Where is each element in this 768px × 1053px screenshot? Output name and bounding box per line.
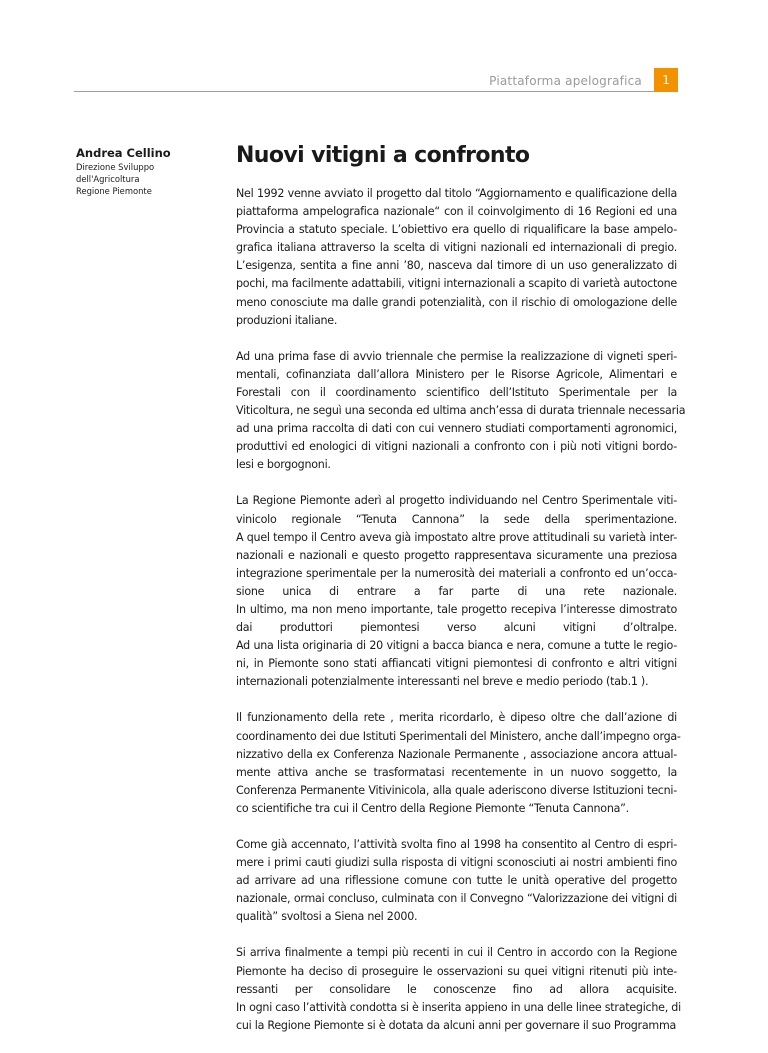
author-affiliation-line: Regione Piemonte	[76, 186, 152, 197]
body-line: nizzativo della ex Conferenza Nazionale Permanente , associazione ancora attual-	[236, 747, 677, 761]
body-line: grafica italiana attraverso la scelta di vitigni nazionali ed internazionali di pregio.	[236, 241, 677, 255]
author-block	[76, 146, 216, 198]
body-line: coordinamento dei due Istituti Sperimentali del Ministero, anche dall’impegno orga-	[236, 729, 681, 743]
body-line: mente attiva anche se trasformatasi recentemente in un nuovo soggetto, la	[236, 765, 677, 779]
body-line: cui la Regione Piemonte si è dotata da alcuni anni per governare il suo Programma	[236, 1018, 677, 1032]
body-line: pochi, ma facilmente adattabili, vitigni internazionali a scapito di varietà autoctone	[236, 277, 677, 291]
body-line: co scientifiche tra cui il Centro della Regione Piemonte “Tenuta Cannona”.	[236, 801, 629, 815]
body-line: Forestali con il coordinamento scientifico dell’Istituto Sperimentale per la	[236, 385, 677, 399]
body-line: ad una prima raccolta di dati con cui vennero studiati comportamenti agronomici,	[236, 422, 677, 436]
body-line: Nel 1992 venne avviato il progetto dal titolo “Aggiornamento e qualificazione della	[236, 187, 677, 200]
body-line: piattaforma ampelografica nazionale“ con il coinvolgimento di 16 Regioni ed una	[236, 205, 677, 219]
body-line: A quel tempo il Centro aveva già impostato altre prove attitudinali su varietà inter-	[236, 530, 677, 544]
author-affiliation-line: dell'Agricoltura	[76, 174, 140, 185]
body-line: lesi e borgognoni.	[236, 458, 331, 472]
body-line: Il funzionamento della rete , merita ricordarlo, è dipeso oltre che dall’azione di	[236, 711, 677, 725]
body-line: ressanti per consolidare le conoscenze fino ad allora acquisite.	[236, 982, 677, 996]
body-line: integrazione sperimentale per la numerosità dei materiali a confronto ed un’occa-	[236, 566, 677, 580]
body-line: internazionali potenzialmente interessanti nel breve e medio periodo (tab.1 ).	[236, 675, 649, 689]
body-line: Ad una prima fase di avvio triennale che permise la realizzazione di vigneti speri-	[236, 349, 677, 363]
body-line: Ad una lista originaria di 20 vitigni a bacca bianca e nera, comune a tutte le regio-	[236, 639, 677, 653]
body-paragraph	[236, 709, 681, 818]
body-line: ni, in Piemonte sono stati affiancati vitigni piemontesi di confronto e altri vitigni	[236, 657, 677, 671]
body-paragraph	[236, 944, 681, 1034]
article-title: Nuovi vitigni a confronto	[236, 143, 530, 168]
body-line: Viticoltura, ne seguì una seconda ed ultima anch’essa di durata triennale necessaria	[236, 404, 686, 418]
body-line: In ultimo, ma non meno importante, tale progetto recepiva l’interesse dimostrato	[236, 602, 677, 616]
body-line: dai produttori piemontesi verso alcuni vitigni d’oltralpe.	[236, 621, 677, 635]
body-line: ad arrivare ad una riflessione comune con tutte le unità operative del progetto	[236, 874, 677, 888]
body-line: In ogni caso l’attività condotta si è inserita appieno in una delle linee strategiche, di	[236, 1000, 681, 1014]
body-line: Provincia a statuto speciale. L’obiettivo era quello di riqualificare la base ampelo-	[236, 223, 677, 237]
body-line: Si arriva finalmente a tempi più recenti in cui il Centro in accordo con la Regione	[236, 946, 677, 960]
body-line: La Regione Piemonte aderì al progetto individuando nel Centro Sperimentale viti-	[236, 494, 677, 508]
body-line: Piemonte ha deciso di proseguire le osservazioni su quei vitigni ritenuti più inte-	[236, 964, 677, 978]
author-affiliation-line: Direzione Sviluppo	[76, 162, 155, 172]
body-line: produttivi ed enologici di vitigni nazionali a confronto con i più noti vitigni bordo-	[236, 440, 677, 454]
body-paragraph	[236, 836, 677, 926]
header-divider	[74, 91, 678, 92]
author-name: Andrea Cellino	[76, 146, 171, 160]
body-paragraph	[236, 348, 686, 475]
body-line: qualità” svoltosi a Siena nel 2000.	[236, 910, 418, 924]
body-line: vinicolo regionale “Tenuta Cannona” la sede della sperimentazione.	[236, 512, 677, 526]
page-number-badge: 1	[654, 68, 678, 92]
body-paragraph	[236, 492, 677, 691]
body-line: mere i primi cauti giudizi sulla risposta di vitigni sconosciuti ai nostri ambienti fino	[236, 856, 677, 870]
body-line: sione unica di entrare a far parte di una rete nazionale.	[236, 584, 677, 598]
body-line: produzioni italiane.	[236, 313, 338, 327]
body-line: mentali, cofinanziata dall’allora Ministero per le Risorse Agricole, Alimentari e	[236, 367, 677, 381]
body-line: meno conosciute ma dalle grandi potenzialità, con il rischio di omologazione delle	[236, 295, 677, 309]
body-line: nazionali e nazionali e questo progetto rappresentava sicuramente una preziosa	[236, 548, 677, 562]
body-line: nazionale, ormai concluso, culminata con il Convegno “Valorizzazione dei vitigni di	[236, 892, 677, 906]
running-header-title: Piattaforma apelografica	[489, 74, 642, 88]
body-line: Conferenza Permanente Vitivinicola, alla quale aderiscono diverse Istituzioni tecni-	[236, 783, 677, 797]
body-line: Come già accennato, l’attività svolta fino al 1998 ha consentito al Centro di espri-	[236, 838, 677, 851]
body-line: L’esigenza, sentita a fine anni ’80, nasceva dal timore di un uso generalizzato di	[236, 259, 677, 273]
article-body	[236, 185, 686, 1053]
body-paragraph	[236, 185, 677, 330]
